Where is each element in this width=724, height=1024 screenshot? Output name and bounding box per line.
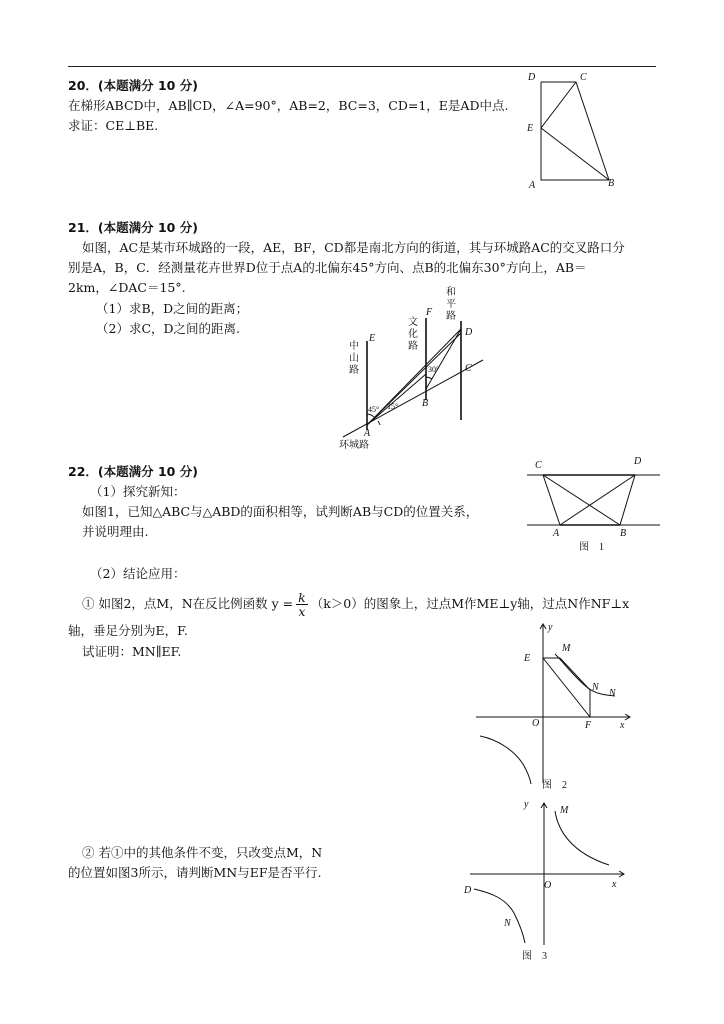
fig2-label-y: y xyxy=(548,622,553,633)
fig2-label-E: E xyxy=(524,653,531,664)
q21-label-B: B xyxy=(422,398,429,409)
fig3-label-D: D xyxy=(464,885,472,896)
q21-part2: （2）求C，D之间的距离. xyxy=(96,321,241,336)
q21-label-F: F xyxy=(426,307,433,318)
fig1-label-C: C xyxy=(535,460,542,471)
fig2-label-N1: N xyxy=(592,682,599,693)
fig2-label-M: M xyxy=(562,643,571,654)
q22-item1-line1 xyxy=(82,591,629,618)
fig3-label-x: x xyxy=(612,879,617,890)
q21-angle-15: 15° xyxy=(387,402,399,411)
q21-part1: （1）求B，D之间的距离； xyxy=(96,301,249,316)
top-rule xyxy=(68,66,656,67)
q22-item1-line2: 轴，垂足分别为E，F. xyxy=(68,623,188,638)
q20-label-C: C xyxy=(580,72,587,83)
q22-sub1-title: （1）探究新知： xyxy=(90,484,186,499)
q21-angle-45: 45° xyxy=(368,405,380,414)
q22-header: 22．(本题满分 10 分) xyxy=(68,464,198,479)
fig2-label-x: x xyxy=(620,720,625,731)
q21-line3: 2km，∠DAC＝15°. xyxy=(68,280,186,295)
road-huancheng-label: 环城路 xyxy=(339,440,369,451)
q21-header: 21．(本题满分 10 分) xyxy=(68,220,198,235)
q21-label-A: A xyxy=(364,428,371,439)
q22-item2-line1: ② 若①中的其他条件不变，只改变点M，N xyxy=(82,845,323,860)
q21-line1: 如图，AC是某市环城路的一段，AE，BF，CD都是南北方向的街道，其与环城路AC的交叉路口分 xyxy=(82,240,625,255)
q22-figure-3 xyxy=(462,795,632,965)
q22-figure-2 xyxy=(470,618,640,793)
q21-label-E: E xyxy=(369,333,376,344)
fig3-label-y: y xyxy=(524,799,529,810)
road-zhongshan-char1: 中 xyxy=(349,341,359,352)
q20-label-E: E xyxy=(527,123,534,134)
fraction-denominator: x xyxy=(298,604,306,619)
q20-trapezoid-figure xyxy=(520,68,630,193)
road-wenhua-char1: 文 xyxy=(408,317,418,328)
q22-item2-line2: 的位置如图3所示，请判断MN与EF是否平行. xyxy=(68,865,322,880)
q21-line2: 别是A，B，C．经测量花卉世界D位于点A的北偏东45°方向、点B的北偏东30°方向上，AB＝ xyxy=(68,260,587,275)
q22-item1-post: （k＞0）的图象上，过点M作ME⊥y轴，过点N作NF⊥x xyxy=(310,596,630,611)
q21-streets-figure xyxy=(335,285,495,455)
road-heping-char2: 平 xyxy=(446,299,456,310)
fig2-label-N2: N xyxy=(609,688,616,699)
road-heping-char3: 路 xyxy=(446,311,456,322)
q20-label-B: B xyxy=(608,178,615,189)
q22-item1-line3: 试证明：MN∥EF. xyxy=(82,644,182,659)
road-wenhua-char3: 路 xyxy=(408,341,418,352)
q20-header: 20．(本题满分 10 分) xyxy=(68,78,198,93)
road-heping-char1: 和 xyxy=(446,287,456,298)
q21-label-D: D xyxy=(465,327,473,338)
road-wenhua-char2: 化 xyxy=(408,329,418,340)
fig3-label-O: O xyxy=(544,880,552,891)
fig2-caption: 图 2 xyxy=(542,780,567,791)
q22-sub1-line1: 如图1，已知△ABC与△ABD的面积相等，试判断AB与CD的位置关系， xyxy=(82,504,479,519)
fig1-caption: 图 1 xyxy=(579,542,604,553)
q22-sub1-line2: 并说明理由. xyxy=(82,524,149,539)
q22-sub2-title: （2）结论应用： xyxy=(90,566,186,581)
q22-item1-pre: ① 如图2，点M，N在反比例函数 y = xyxy=(82,596,294,611)
fig2-label-O: O xyxy=(532,718,540,729)
road-zhongshan-char3: 路 xyxy=(349,365,359,376)
fig1-label-B: B xyxy=(620,528,627,539)
fig2-label-F: F xyxy=(585,720,592,731)
q21-angle-30: 30° xyxy=(428,365,440,374)
q20-line1: 在梯形ABCD中，AB∥CD，∠A=90°，AB=2，BC=3，CD=1，E是AD中点. xyxy=(68,98,509,113)
fig1-label-A: A xyxy=(553,528,560,539)
fig3-label-N: N xyxy=(504,918,511,929)
fig1-label-D: D xyxy=(634,456,642,467)
k-over-x-fraction xyxy=(296,591,308,618)
q20-line2: 求证：CE⊥BE. xyxy=(68,118,159,133)
q20-label-D: D xyxy=(528,72,536,83)
fig3-caption: 图 3 xyxy=(522,951,547,962)
fig3-label-M: M xyxy=(560,805,569,816)
q22-figure-1 xyxy=(525,452,665,552)
q20-label-A: A xyxy=(529,180,536,191)
q21-label-C: C xyxy=(465,363,472,374)
fraction-numerator: k xyxy=(298,590,306,605)
road-zhongshan-char2: 山 xyxy=(349,353,359,364)
